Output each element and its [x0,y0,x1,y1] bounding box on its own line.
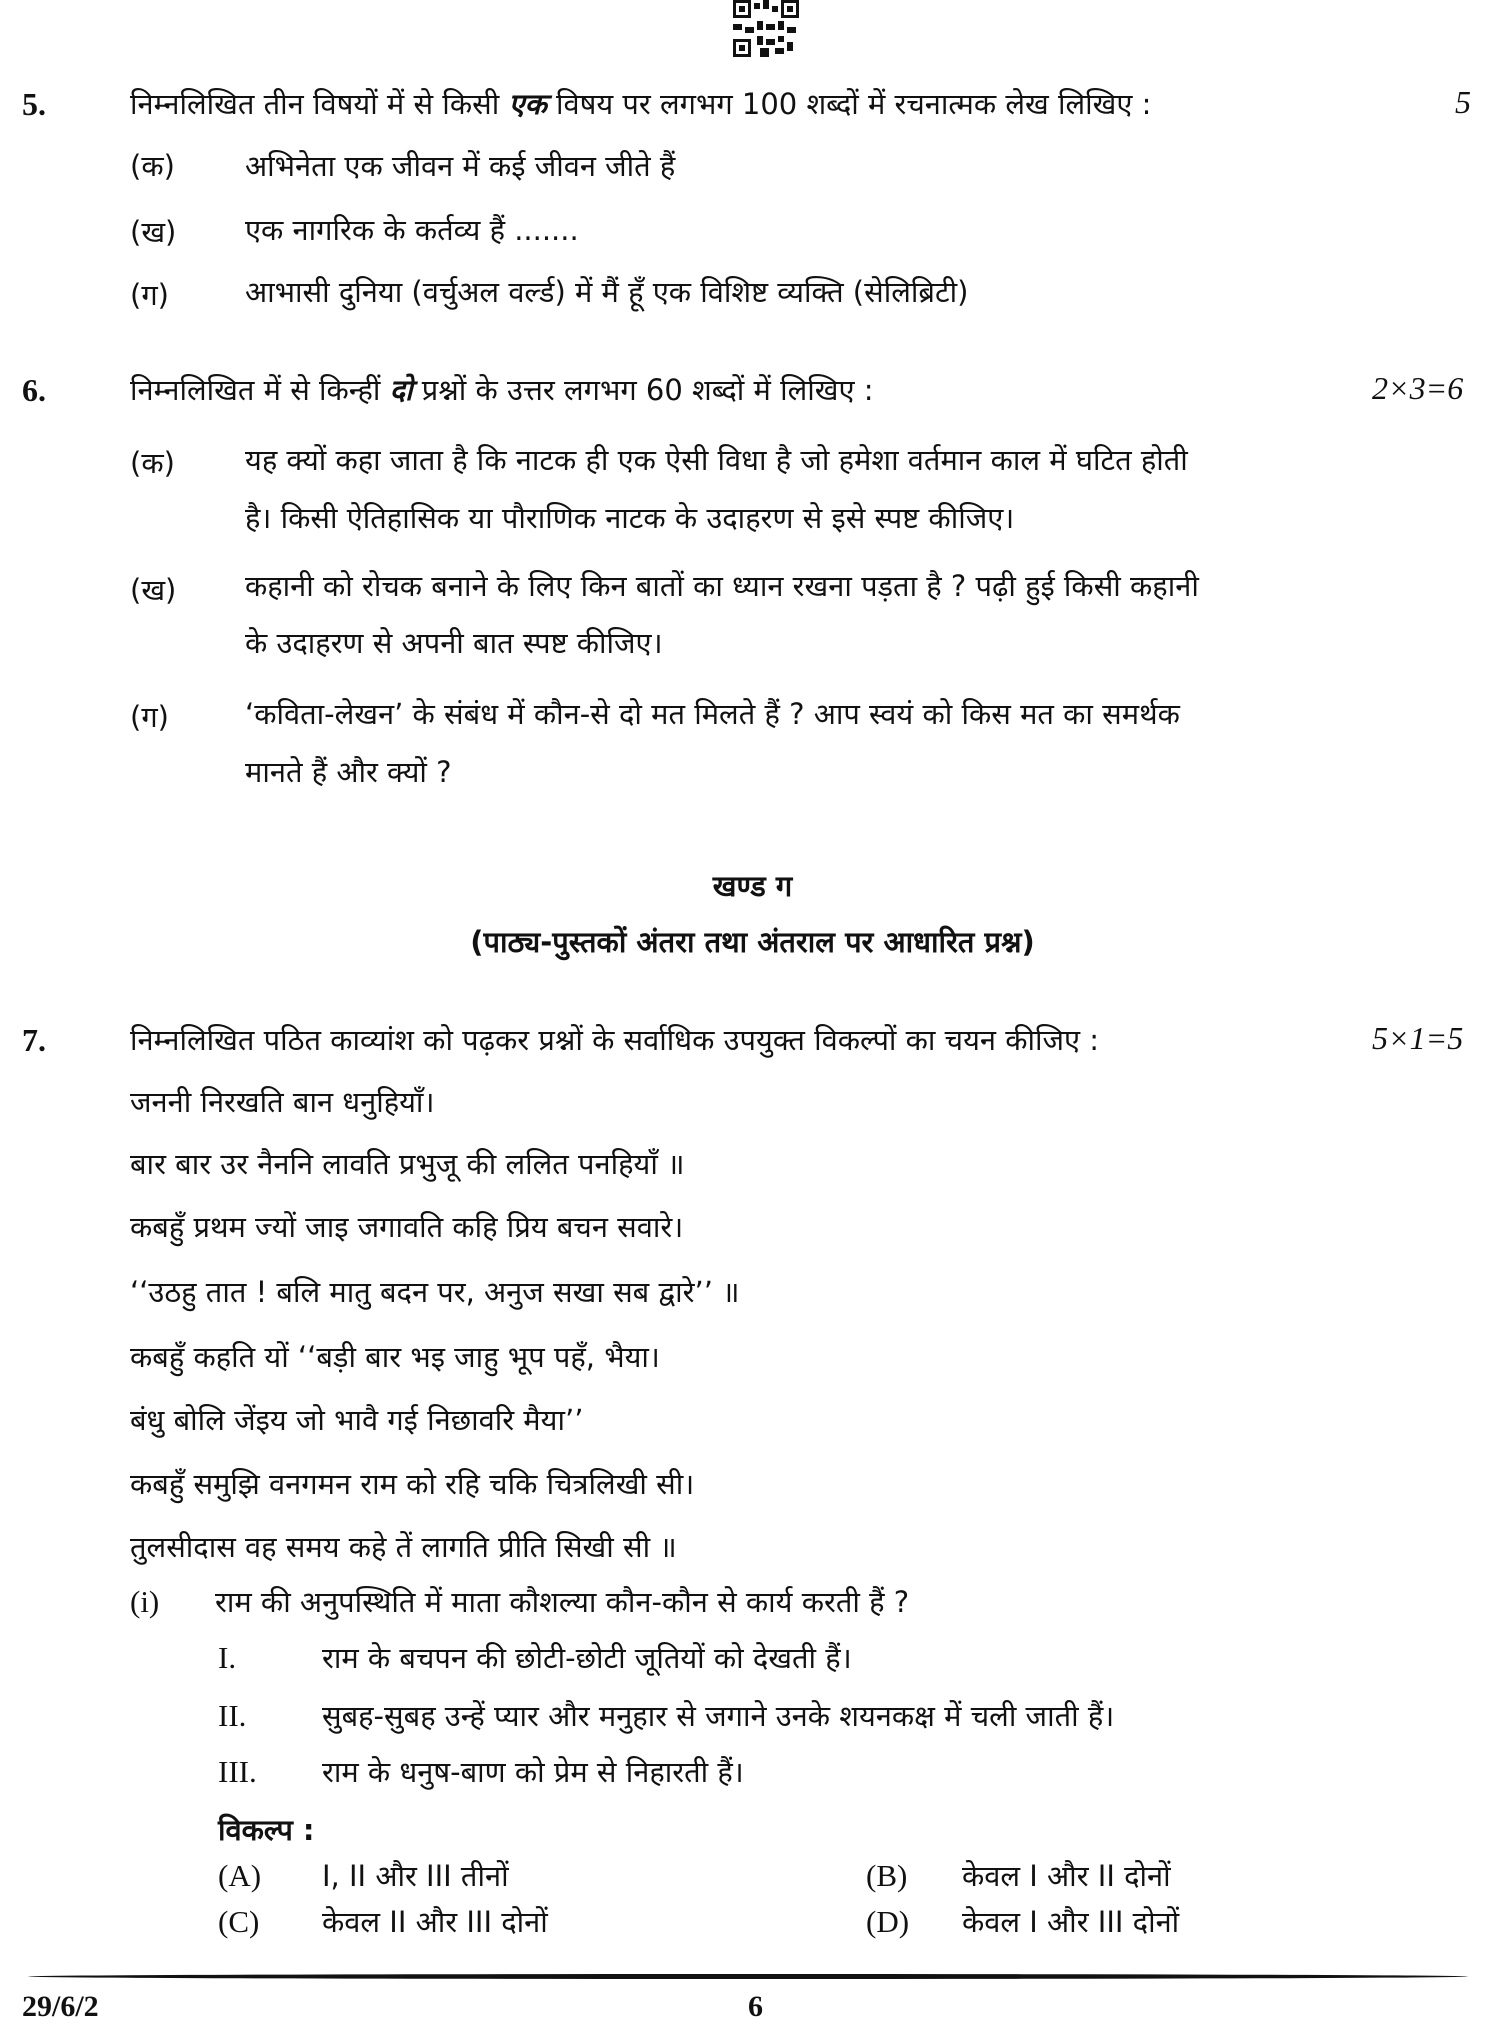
question-7-marks: 5×1=5 [1372,1020,1464,1056]
statement-text: सुबह-सुबह उन्हें प्यार और मनुहार से जगाने उनके शयनकक्ष में चली जाती हैं। [322,1699,1115,1733]
statement-text: राम के बचपन की छोटी-छोटी जूतियों को देखती हैं। [322,1641,852,1675]
statement-label: I. [218,1640,237,1675]
section-subtitle: (पाठ्य-पुस्तकों अंतरा तथा अंतराल पर आधारित प्रश्न) [470,925,1035,959]
poem-line: कबहुँ कहति यों ‘‘बड़ी बार भइ जाहु भूप पहँ, भैया। [130,1340,660,1374]
choice-text: केवल I और III दोनों [962,1905,1180,1939]
option-text: अभिनेता एक जीवन में कई जीवन जीते हैं [245,149,676,183]
emphasis-text: दो [389,373,413,407]
choice-label: (D) [866,1904,910,1939]
choice-text: I, II और III तीनों [322,1859,509,1893]
option-text: कहानी को रोचक बनाने के लिए किन बातों का ध्यान रखना पड़ता है ? पढ़ी हुई किसी कहानी [245,569,1199,603]
choices-heading: विकल्प : [218,1813,315,1847]
section-title: खण्ड ग [712,869,793,903]
poem-line: कबहुँ समुझि वनगमन राम को रहि चकि चित्रलिखी सी। [130,1467,695,1501]
question-5-prompt [130,84,1151,123]
footer-rule [28,1974,1468,1979]
option-text: मानते हैं और क्यों ? [245,755,452,789]
choice-label: (A) [218,1858,262,1893]
option-text: आभासी दुनिया (वर्चुअल वर्ल्ड) में मैं हूँ एक विशिष्ट व्यक्ति (सेलिब्रिटी) [245,275,969,309]
question-7-number: 7. [22,1022,46,1058]
option-label: (ग) [130,278,169,312]
question-6-number: 6. [22,372,46,408]
question-5-number: 5. [22,86,46,122]
statement-label: III. [218,1754,257,1789]
emphasis-text: एक [508,87,547,121]
option-text: ‘कविता-लेखन’ के संबंध में कौन-से दो मत मिलते हैं ? आप स्वयं को किस मत का समर्थक [245,697,1180,731]
prompt-text: विषय पर लगभग 100 शब्दों में रचनात्मक लेख लिखिए : [546,87,1152,121]
prompt-text: प्रश्नों के उत्तर लगभग 60 शब्दों में लिखिए : [412,373,874,407]
option-text: यह क्यों कहा जाता है कि नाटक ही एक ऐसी विधा है जो हमेशा वर्तमान काल में घटित होती [245,443,1188,477]
question-6-prompt [130,370,874,409]
prompt-text: निम्नलिखित तीन विषयों में से किसी [130,87,509,121]
poem-line: जननी निरखति बान धनुहियाँ। [130,1085,435,1119]
question-6-marks: 2×3=6 [1372,370,1464,406]
statement-text: राम के धनुष-बाण को प्रेम से निहारती हैं। [322,1755,744,1789]
option-text: है। किसी ऐतिहासिक या पौराणिक नाटक के उदाहरण से इसे स्पष्ट कीजिए। [245,501,1015,535]
question-7-prompt: निम्नलिखित पठित काव्यांश को पढ़कर प्रश्नों के सर्वाधिक उपयुक्त विकल्पों का चयन कीजिए : [130,1023,1100,1057]
option-label: (ख) [130,573,177,607]
prompt-text: निम्नलिखित में से किन्हीं [130,373,390,407]
option-text: एक नागरिक के कर्तव्य हैं ....... [245,213,579,247]
poem-line: ‘‘उठहु तात ! बलि मातु बदन पर, अनुज सखा सब द्वारे’’ ॥ [130,1275,740,1309]
choice-text: केवल I और II दोनों [962,1859,1171,1893]
choice-label: (B) [866,1858,908,1893]
poem-line: बंधु बोलि जेंइय जो भावै गई निछावरि मैया’’ [130,1403,584,1437]
choice-text: केवल II और III दोनों [322,1905,548,1939]
question-5-marks: 5 [1455,84,1471,120]
option-text: के उदाहरण से अपनी बात स्पष्ट कीजिए। [245,626,663,660]
option-label: (क) [130,446,175,480]
poem-line: बार बार उर नैननि लावति प्रभुजू की ललित पनहियाँ ॥ [130,1147,685,1181]
paper-code: 29/6/2 [22,1990,99,2023]
poem-line: तुलसीदास वह समय कहे तें लागति प्रीति सिखी सी ॥ [130,1530,677,1564]
choice-label: (C) [218,1904,260,1939]
option-label: (क) [130,149,175,183]
poem-line: कबहुँ प्रथम ज्यों जाइ जगावति कहि प्रिय बचन सवारे। [130,1210,684,1244]
option-label: (ख) [130,215,177,249]
option-label: (ग) [130,700,169,734]
qr-code [730,0,802,60]
page-number: 6 [748,1990,763,2023]
sub-question-text: राम की अनुपस्थिति में माता कौशल्या कौन-कौन से कार्य करती हैं ? [215,1585,910,1619]
statement-label: II. [218,1698,247,1733]
sub-question-label: (i) [130,1584,160,1619]
